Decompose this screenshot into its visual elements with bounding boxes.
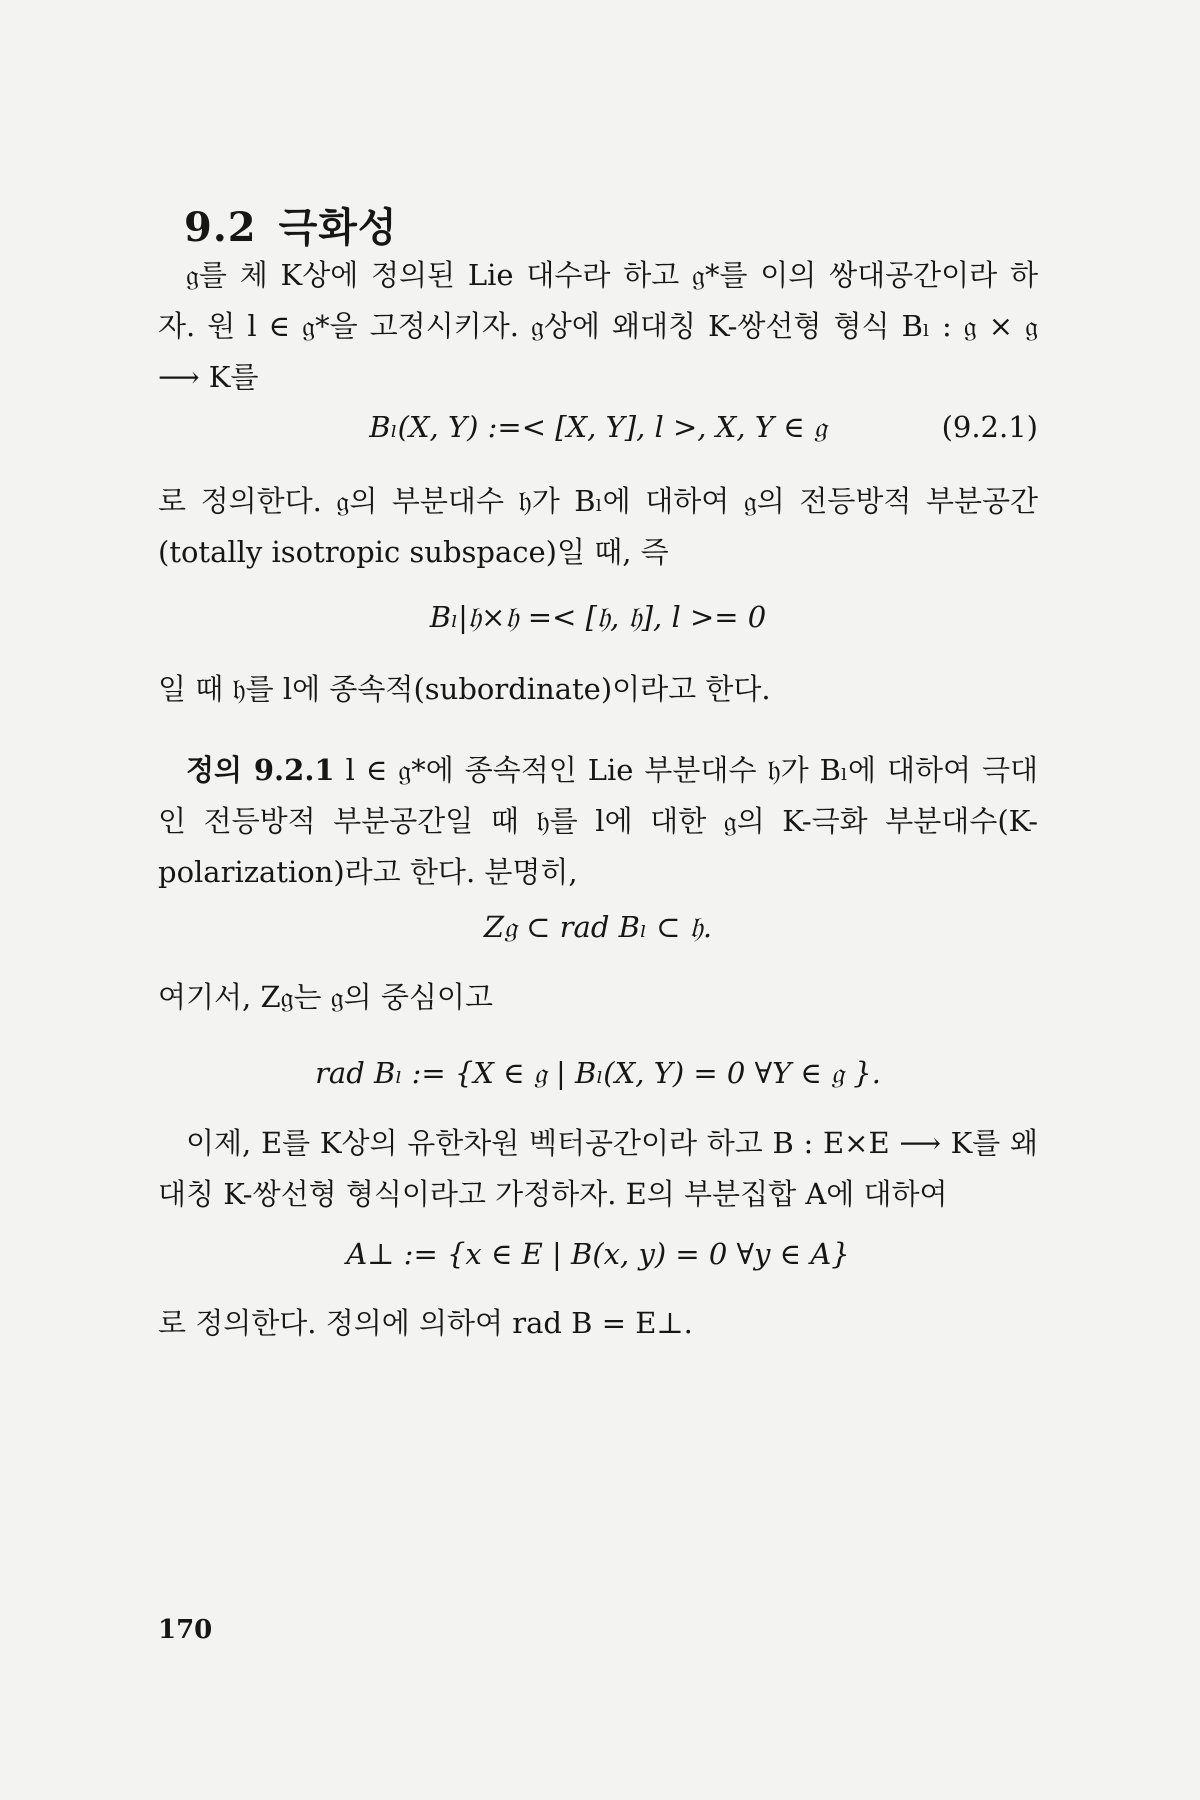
equation-body: A⊥ := {x ∈ E | B(x, y) = 0 ∀y ∈ A} [346, 1237, 850, 1271]
equation-subordinate [158, 600, 1038, 635]
intro-paragraph: 𝔤를 체 K상에 정의된 Lie 대수라 하고 𝔤*를 이의 쌍대공간이라 하자. 원 l ∈ 𝔤*을 고정시키자. 𝔤상에 왜대칭 K-쌍선형 형식 Bₗ : 𝔤 × 𝔤 ⟶ K를 [158, 258, 1038, 394]
equation-body: Z𝔤 ⊂ rad Bₗ ⊂ 𝔥. [483, 910, 713, 944]
equation-rad-definition [158, 1056, 1038, 1091]
center-paragraph: 여기서, Z𝔤는 𝔤의 중심이고 [158, 980, 493, 1014]
definition-paragraph [158, 745, 1038, 898]
equation-body: Bₗ(X, Y) :=< [X, Y], l >, X, Y ∈ 𝔤 [369, 410, 827, 444]
equation-body: rad Bₗ := {X ∈ 𝔤 | Bₗ(X, Y) = 0 ∀Y ∈ 𝔤 }. [315, 1056, 881, 1090]
definition-text: l ∈ 𝔤*에 종속적인 Lie 부분대수 𝔥가 Bₗ에 대하여 극대인 전등방적 부분공간일 때 𝔥를 l에 대한 𝔤의 K-극화 부분대수(K-polarization)라고 한다. 분명히, [158, 753, 1039, 889]
page-number: 170 [158, 1615, 213, 1645]
equation-perp [158, 1237, 1038, 1271]
definition-label: 정의 9.2.1 [186, 753, 335, 787]
equation-number: (9.2.1) [941, 410, 1038, 444]
final-paragraph: 로 정의한다. 정의에 의하여 rad B = E⊥. [158, 1306, 693, 1340]
section-number: 9.2 [184, 204, 257, 251]
section-heading [184, 196, 398, 253]
after-eq1-paragraph: 로 정의한다. 𝔤의 부분대수 𝔥가 Bₗ에 대하여 𝔤의 전등방적 부분공간 (totally isotropic subspace)일 때, 즉 [158, 484, 1038, 569]
equation-body: Bₗ|𝔥×𝔥 =< [𝔥, 𝔥], l >= 0 [429, 600, 767, 634]
section-title: 극화성 [278, 204, 398, 251]
vector-space-paragraph: 이제, E를 K상의 유한차원 벡터공간이라 하고 B : E×E ⟶ K를 왜대칭 K-쌍선형 형식이라고 가정하자. E의 부분집합 A에 대하여 [158, 1126, 1038, 1211]
equation-center-rad [158, 910, 1038, 945]
subordinate-paragraph: 일 때 𝔥를 l에 종속적(subordinate)이라고 한다. [158, 672, 771, 706]
equation-9-2-1 [158, 410, 1038, 445]
